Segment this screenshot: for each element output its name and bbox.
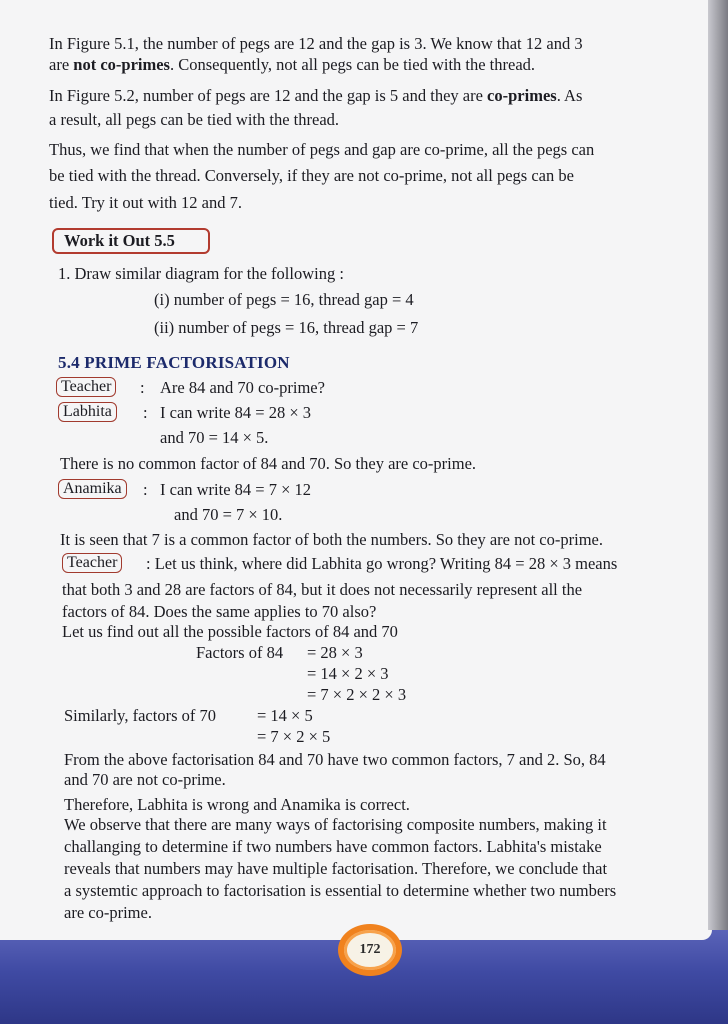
factors-84-label: Factors of 84 xyxy=(196,643,284,662)
speaker-teacher: Teacher xyxy=(56,377,116,397)
speaker-colon: : xyxy=(143,403,148,422)
paragraph-line: Thus, we find that when the number of pegs and gap are co-prime, all the pegs can xyxy=(49,140,595,159)
conclusion-line: and 70 are not co-prime. xyxy=(64,770,226,789)
speaker-teacher: Teacher xyxy=(62,553,122,573)
conclusion-line: We observe that there are many ways of factorising composite numbers, making it xyxy=(64,815,607,834)
factor-step: = 7 × 2 × 2 × 3 xyxy=(307,685,407,704)
conclusion-line: challanging to determine if two numbers have common factors. Labhita's mistake xyxy=(64,837,602,856)
dialogue-line: It is seen that 7 is a common factor of both the numbers. So they are not co-prime. xyxy=(60,530,603,549)
speaker-anamika: Anamika xyxy=(58,479,127,499)
conclusion-line: a systemtic approach to factorisation is essential to determine whether two numbers xyxy=(64,881,617,900)
conclusion-line: reveals that numbers may have multiple factorisation. Therefore, we conclude that xyxy=(64,859,608,878)
text-span: In Figure 5.2, number of pegs are 12 and the gap is 5 and they are xyxy=(49,86,488,105)
exercise-item: (ii) number of pegs = 16, thread gap = 7 xyxy=(154,318,419,337)
dialogue-line: and 70 = 14 × 5. xyxy=(160,428,269,447)
dialogue-line: Are 84 and 70 co-prime? xyxy=(160,378,325,397)
dialogue-line: : Let us think, where did Labhita go wrong? Writing 84 = 28 × 3 means xyxy=(146,554,618,573)
speaker-colon: : xyxy=(143,480,148,499)
factor-step: = 14 × 5 xyxy=(257,706,313,725)
factors-70-label: Similarly, factors of 70 xyxy=(64,706,216,725)
speaker-labhita: Labhita xyxy=(58,402,117,422)
dialogue-line: and 70 = 7 × 10. xyxy=(174,505,283,524)
bold-term: co-primes xyxy=(487,86,557,105)
conclusion-line: From the above factorisation 84 and 70 have two common factors, 7 and 2. So, 84 xyxy=(64,750,606,769)
section-heading: 5.4 PRIME FACTORISATION xyxy=(58,353,290,372)
work-it-out-box: Work it Out 5.5 xyxy=(52,228,210,254)
factor-step: = 14 × 2 × 3 xyxy=(307,664,389,683)
dialogue-line: I can write 84 = 28 × 3 xyxy=(160,403,312,422)
dialogue-line: factors of 84. Does the same applies to 70 also? xyxy=(62,602,377,621)
paragraph-line: a result, all pegs can be tied with the thread. xyxy=(49,110,340,129)
factorisation-intro: Let us find out all the possible factors of 84 and 70 xyxy=(62,622,398,641)
dialogue-line: I can write 84 = 7 × 12 xyxy=(160,480,312,499)
page-edge xyxy=(708,0,728,1024)
bold-term: not co-primes xyxy=(73,55,170,74)
exercise-question: 1. Draw similar diagram for the following : xyxy=(58,264,344,283)
text-span: . As xyxy=(556,86,583,105)
dialogue-line: There is no common factor of 84 and 70. So they are co-prime. xyxy=(60,454,477,473)
paragraph-line: In Figure 5.1, the number of pegs are 12 and the gap is 3. We know that 12 and 3 xyxy=(49,34,583,53)
paragraph-line: tied. Try it out with 12 and 7. xyxy=(49,193,242,212)
conclusion-line: are co-prime. xyxy=(64,903,152,922)
speaker-colon: : xyxy=(140,378,145,397)
conclusion-line: Therefore, Labhita is wrong and Anamika is correct. xyxy=(64,795,410,814)
paragraph-line xyxy=(49,86,582,106)
factor-step: = 7 × 2 × 5 xyxy=(257,727,331,746)
text-span: are xyxy=(49,55,74,74)
exercise-item: (i) number of pegs = 16, thread gap = 4 xyxy=(154,290,414,309)
page-number: 172 xyxy=(338,924,402,976)
text-span: . Consequently, not all pegs can be tied with the thread. xyxy=(169,55,536,74)
dialogue-line: that both 3 and 28 are factors of 84, but it does not necessarily represent all the xyxy=(62,580,583,599)
paragraph-line xyxy=(49,55,535,75)
paragraph-line: be tied with the thread. Conversely, if they are not co-prime, not all pegs can be xyxy=(49,166,574,185)
factor-step: = 28 × 3 xyxy=(307,643,363,662)
